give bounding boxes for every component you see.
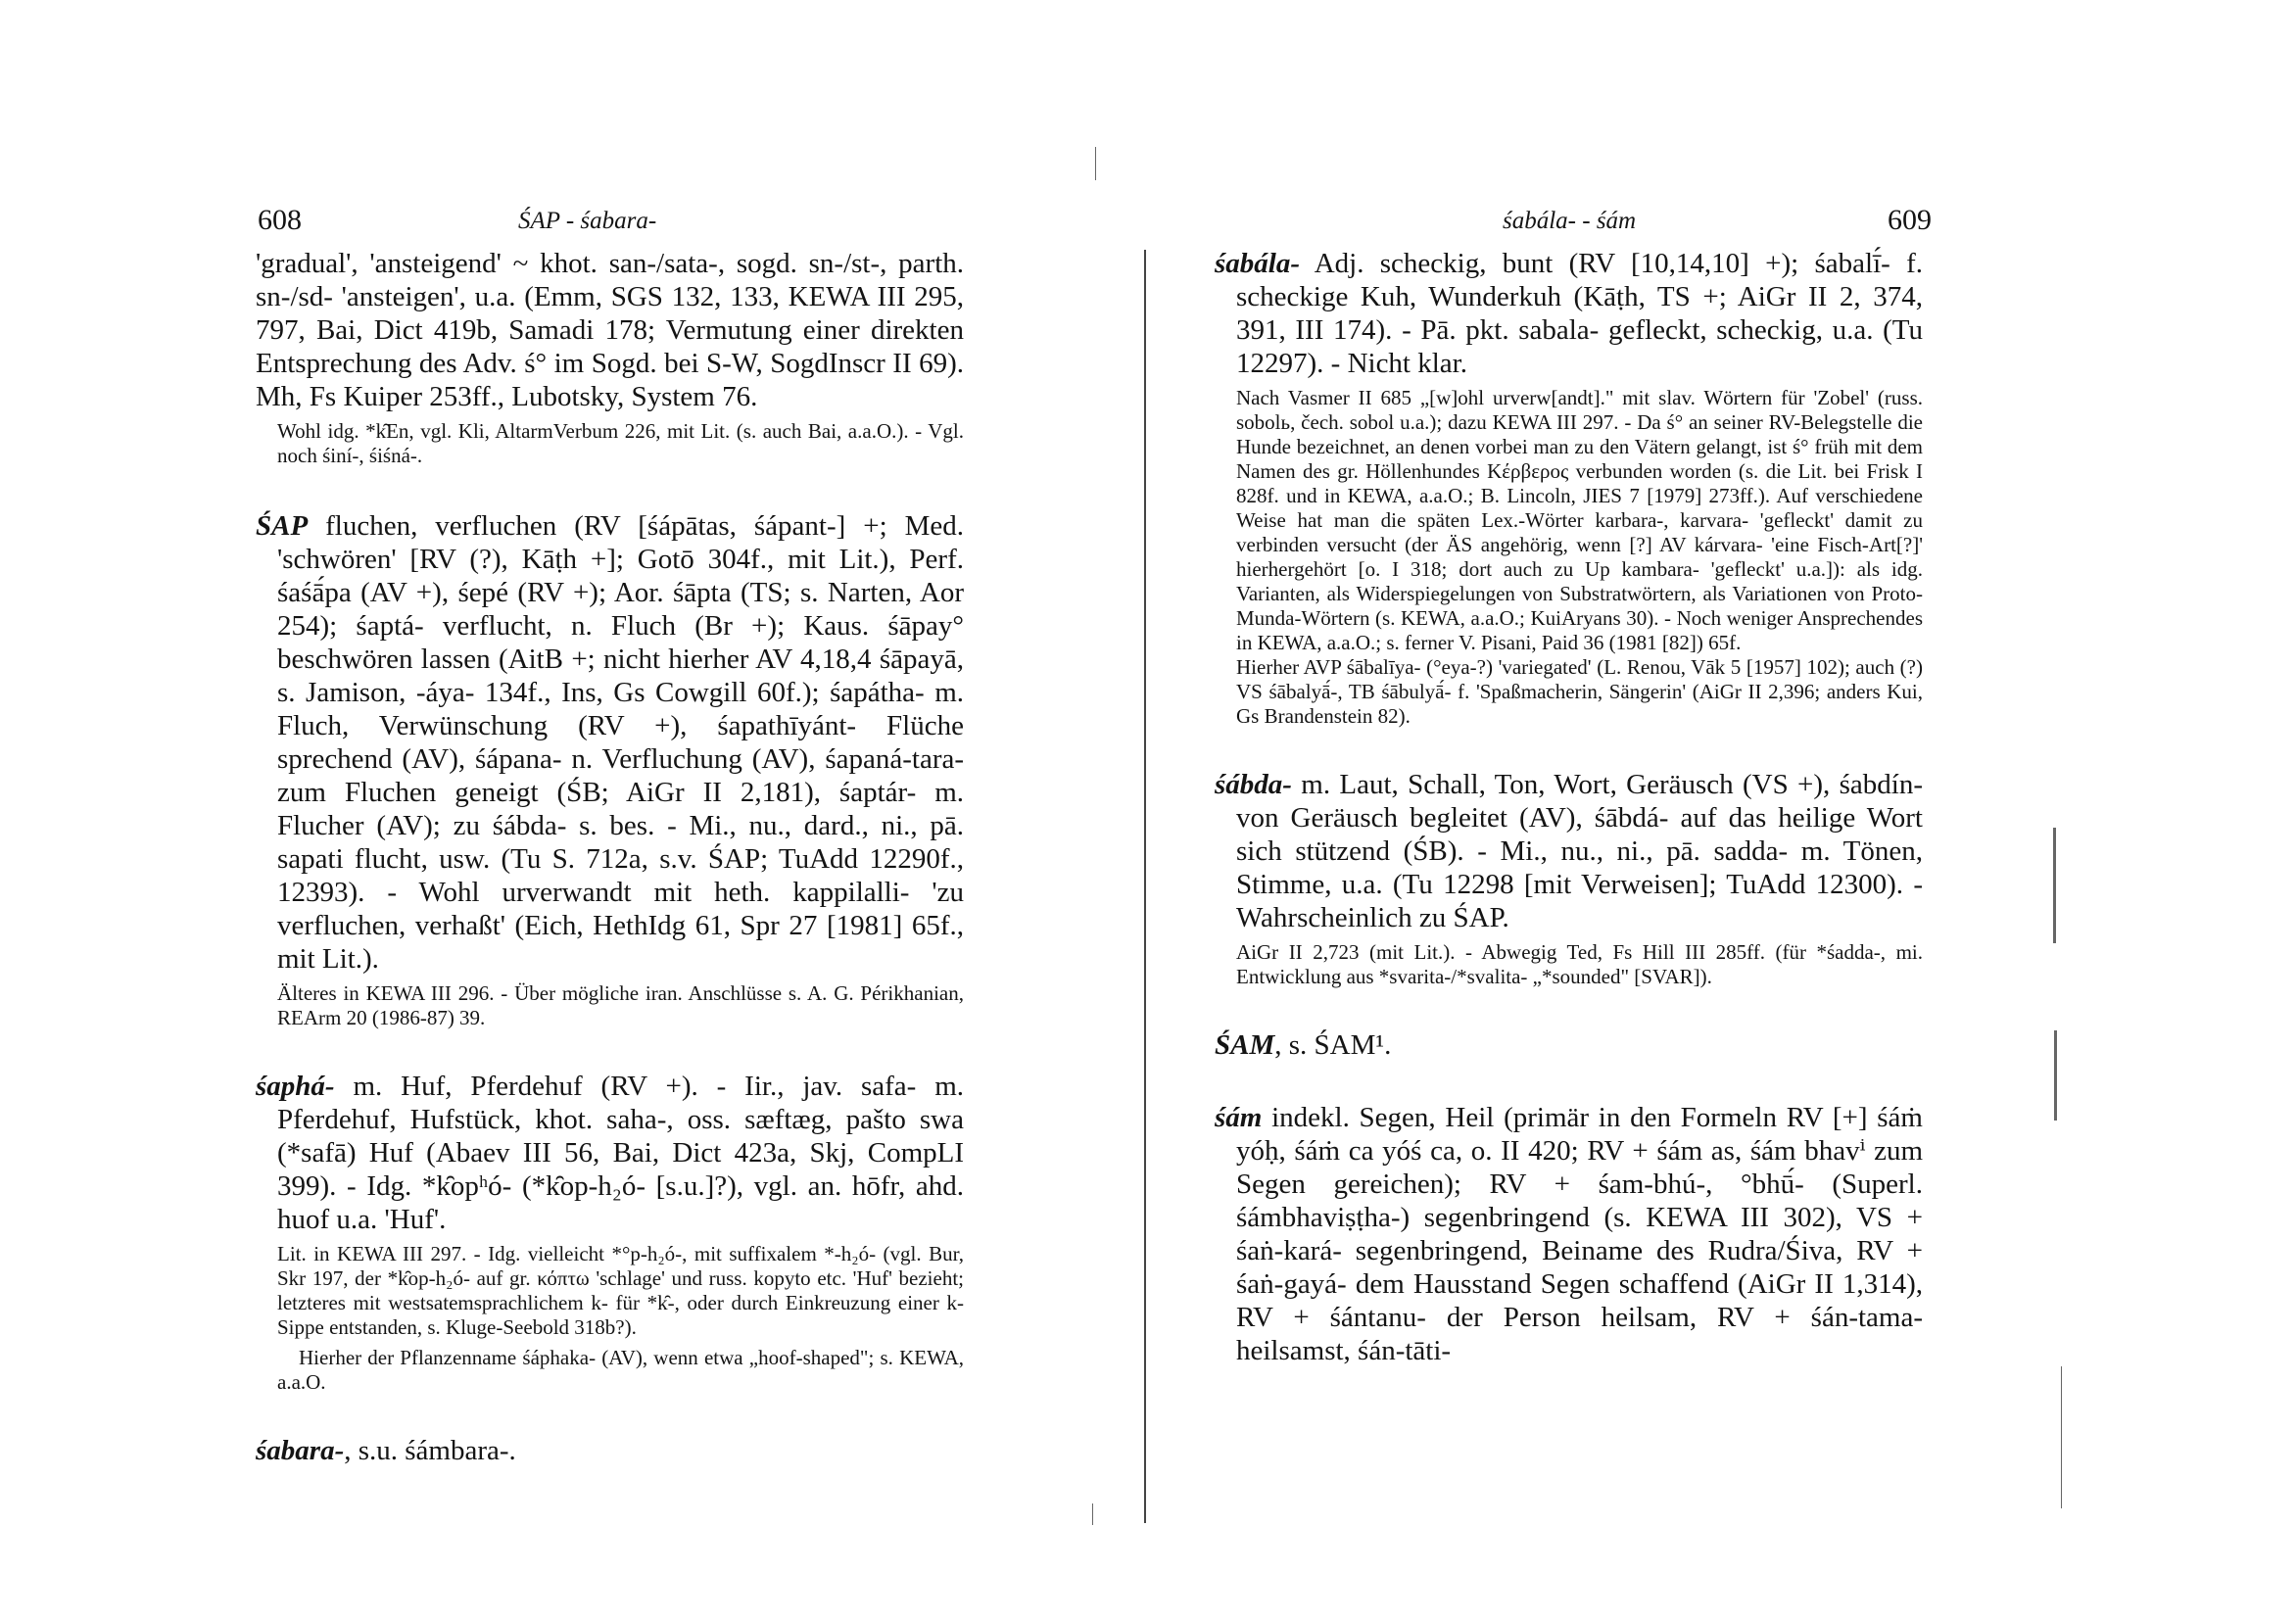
running-head: ŚAP - śabara- xyxy=(518,208,657,234)
entry-main xyxy=(256,1070,964,1236)
entry-text: m. Huf, Pferdehuf (RV +). - Iir., jav. safa- m. Pferdehuf, Hufstück, khot. saha-, oss. sæftæg, pašto swa (*safā) Huf (Abaev III 56, Bai, Dict 423a, Skj, CompLI 399). - Idg. *k̑opʰó- (*k̑op-h₂ó- [s.u.]?), vgl. an. hōfr, ahd. huof u.a. 'Huf'. xyxy=(277,1071,964,1235)
lemma: śabála- xyxy=(1215,248,1300,279)
page-number: 608 xyxy=(258,204,302,236)
entry-main xyxy=(1215,247,1923,380)
entry-text: , s. ŚAM¹. xyxy=(1274,1029,1392,1061)
right-column xyxy=(1215,247,1923,1367)
entry-text: 'gradual', 'ansteigend' ~ khot. san-/sata-, sogd. sn-/st-, parth. sn-/sd- 'ansteigen', u.a. (Emm, SGS 132, 133, KEWA III 295, 797, Bai, Dict 419b, Samadi 178; Vermutung einer direkten Entsprechung des Adv. ś° im Sogd. bei S-W, SogdInscr II 69). Mh, Fs Kuiper 253ff., Lubotsky, System 76. xyxy=(256,248,964,412)
left-column xyxy=(256,247,964,1467)
entry-note: Hierher AVP śābalīya- (°eya-?) 'variegated' (L. Renou, Vāk 5 [1957] 102); auch (?) VS śābalyā́-, TB śābulyā́- f. 'Spaßmacherin, Sängerin' (AiGr II 2,396; anders Kui, Gs Brandenstein 82). xyxy=(1236,655,1923,728)
dictionary-entry xyxy=(1215,768,1923,989)
dictionary-entry xyxy=(1215,247,1923,729)
lemma: ŚAP xyxy=(256,510,309,542)
lemma: śám xyxy=(1215,1102,1263,1133)
running-head: śabála- - śám xyxy=(1503,208,1637,234)
dictionary-entry xyxy=(256,247,964,468)
right-page xyxy=(1146,0,2296,1622)
entry-text: fluchen, verfluchen (RV [śápātas, śápant-] +; Med. 'schwören' [RV (?), Kāṭh +]; Gotō 304f., mit Lit.), Perf. śaśā́pa (AV +), śepé (RV +); Aor. śāpta (TS; s. Narten, Aor 254); śaptá- verflucht, n. Fluch (Br +); Kaus. śāpay° beschwören lassen (AitB +; nicht hierher AV 4,18,4 śāpayā, s. Jamison, -áya- 134f., Ins, Gs Cowgill 60f.); śapátha- m. Fluch, Verwünschung (RV +), śapathīyánt- Flüche sprechend (AV), śápana- n. Verfluchung (AV), śapaná-tara- zum Fluchen geneigt (ŚB; AiGr II 2,181), śaptár- m. Flucher (AV); zu śábda- s. bes. - Mi., nu., dard., ni., pā. sapati flucht, usw. (Tu S. 712a, s.v. ŚAP; TuAdd 12290f., 12393). - Wohl urverwandt mit heth. kappilalli- 'zu verfluchen, verhaßt' (Eich, HethIdg 61, Spr 27 [1981] 65f., mit Lit.). xyxy=(277,510,964,975)
dictionary-entry xyxy=(1215,1028,1923,1062)
lemma: śabara- xyxy=(256,1435,345,1466)
entry-main xyxy=(256,1434,964,1467)
left-page xyxy=(0,0,1146,1622)
entry-note: Wohl idg. *k̑En, vgl. Kli, AltarmVerbum 226, mit Lit. (s. auch Bai, a.a.O.). - Vgl. noch śiní-, śiśná-. xyxy=(277,419,964,467)
dictionary-entry xyxy=(256,1070,964,1395)
entry-text: , s.u. śámbara-. xyxy=(344,1435,516,1466)
entry-note: Lit. in KEWA III 297. - Idg. vielleicht *°p-h₂ó-, mit suffixalem *-h₂ó- (vgl. Bur, Skr 197, der *k̑op-h₂ó- auf gr. κόπτω 'schlage' und russ. kopyto etc. 'Huf' bezieht; letzteres mit westsatemsprachlichem k- für *k̑-, oder durch Einkreuzung einer k-Sippe entstanden, s. Kluge-Seebold 318b?). xyxy=(277,1242,964,1339)
entry-main xyxy=(1215,1101,1923,1367)
lemma: śaphá- xyxy=(256,1071,335,1102)
entry-text: m. Laut, Schall, Ton, Wort, Geräusch (VS +), śabdín- von Geräusch begleitet (AV), śābdá- auf das heilige Wort sich stützend (ŚB). - Mi., nu., ni., pā. sadda- m. Tönen, Stimme, u.a. (Tu 12298 [mit Verweisen]; TuAdd 12300). - Wahrscheinlich zu ŚAP. xyxy=(1236,769,1923,933)
entry-main xyxy=(1215,768,1923,934)
entry-note: Hierher der Pflanzenname śáphaka- (AV), wenn etwa „hoof-shaped"; s. KEWA, a.a.O. xyxy=(277,1346,964,1394)
entry-note: Älteres in KEWA III 296. - Über mögliche iran. Anschlüsse s. A. G. Périkhanian, REArm 20 (1986-87) 39. xyxy=(277,981,964,1029)
lemma: ŚAM xyxy=(1215,1029,1275,1061)
lemma: śábda- xyxy=(1215,769,1292,800)
entry-note: Nach Vasmer II 685 „[w]ohl urverw[andt]." mit slav. Wörtern für 'Zobel' (russ. sobolь, čech. sobol u.a.); dazu KEWA III 297. - Da ś° an seiner RV-Belegstelle die Hunde bezeichnet, an denen vorbei man zu den Vätern gelangt, ist ś° früh mit dem Namen des gr. Höllenhundes Κέρβερος verbunden worden (s. die Lit. bei Frisk I 828f. und in KEWA, a.a.O.; B. Lincoln, JIES 7 [1979] 273ff.). Auf verschiedene Weise hat man die späten Lex.-Wörter karbara-, karvara- 'gefleckt' damit zu verbinden versucht (der ÄS angehörig, wenn [?] AV kárvara- 'eine Fisch-Art[?]' hierhergehört [o. I 318; dort auch zu Up kambara- 'gefleckt' u.a.]): als idg. Varianten, als Widerspiegelungen von Substratwörtern, als Variationen von Proto-Munda-Wörtern (s. KEWA, a.a.O.; KuiAryans 30). - Noch weniger Ansprechendes in KEWA, a.a.O.; s. ferner V. Pisani, Paid 36 (1981 [82]) 65f. xyxy=(1236,386,1923,654)
entry-text: Adj. scheckig, bunt (RV [10,14,10] +); śabalī́- f. scheckige Kuh, Wunderkuh (Kāṭh, TS +; AiGr II 2, 374, 391, III 174). - Pā. pkt. sabala- gefleckt, scheckig, u.a. (Tu 12297). - Nicht klar. xyxy=(1236,248,1923,379)
entry-main xyxy=(1215,1028,1923,1062)
dictionary-entry xyxy=(1215,1101,1923,1367)
page-number: 609 xyxy=(1888,204,1932,236)
entry-note: AiGr II 2,723 (mit Lit.). - Abwegig Ted, Fs Hill III 285ff. (für *śadda-, mi. Entwicklung aus *svarita-/*svalita- „*sounded" [SVAR]). xyxy=(1236,940,1923,988)
entry-text: indekl. Segen, Heil (primär in den Formeln RV [+] śáṁ yóḥ, śáṁ ca yóś ca, o. II 420; RV + śám as, śám bhavⁱ zum Segen gereichen); RV + śam-bhú-, °bhū́- (Superl. śámbhaviṣṭha-) segenbringend (s. KEWA III 302), VS + śaṅ-kará- segenbringend, Beiname des Rudra/Śiva, RV + śaṅ-gayá- dem Hausstand Segen schaffend (AiGr II 1,314), RV + śántanu- der Person heilsam, RV + śán-tama- heilsamst, śán-tāti- xyxy=(1236,1102,1923,1366)
entry-main xyxy=(256,509,964,976)
dictionary-entry xyxy=(256,509,964,1030)
dictionary-entry xyxy=(256,1434,964,1467)
